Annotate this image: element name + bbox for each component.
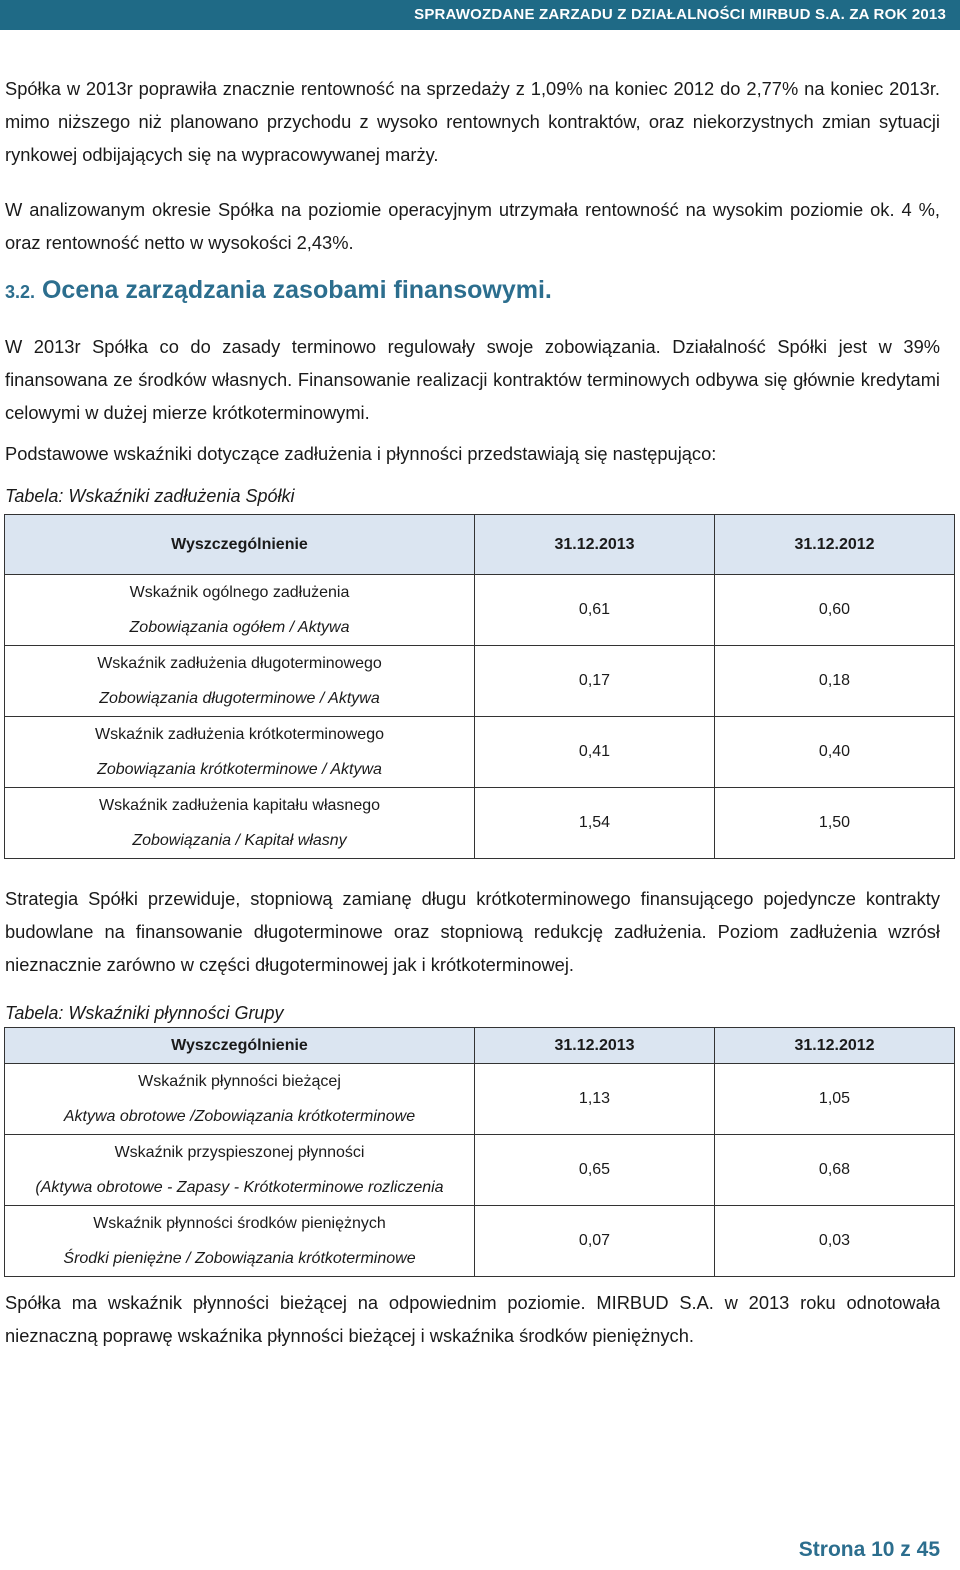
debt-ratios-table bbox=[4, 514, 955, 859]
indicator-formula: (Aktywa obrotowe - Zapasy - Krótkoterminowe rozliczenia bbox=[35, 1179, 444, 1196]
paragraph-indicators-intro: Podstawowe wskaźniki dotyczące zadłużenia i płynności przedstawiają się następująco: bbox=[5, 443, 717, 464]
indicator-cell bbox=[5, 1206, 475, 1277]
indicator-cell bbox=[5, 1135, 475, 1206]
value-2012: 0,18 bbox=[715, 646, 955, 717]
table-row bbox=[5, 1135, 955, 1206]
table1-caption: Tabela: Wskaźniki zadłużenia Spółki bbox=[5, 486, 295, 506]
indicator-formula: Środki pieniężne / Zobowiązania krótkoterminowe bbox=[63, 1250, 416, 1267]
table-header-row bbox=[5, 1028, 955, 1064]
header-cell: Wyszczególnienie bbox=[5, 1028, 475, 1064]
value-2012: 0,68 bbox=[715, 1135, 955, 1206]
page-number: Strona 10 z 45 bbox=[798, 1538, 940, 1561]
value-2013: 0,65 bbox=[475, 1135, 715, 1206]
indicator-formula: Zobowiązania krótkoterminowe / Aktywa bbox=[97, 761, 382, 778]
table-row bbox=[5, 646, 955, 717]
liquidity-ratios-table bbox=[4, 1027, 955, 1277]
value-2013: 0,07 bbox=[475, 1206, 715, 1277]
table-row bbox=[5, 788, 955, 859]
value-2013: 1,13 bbox=[475, 1064, 715, 1135]
value-2013: 1,54 bbox=[475, 788, 715, 859]
indicator-cell bbox=[5, 646, 475, 717]
indicator-label: Wskaźnik zadłużenia długoterminowego bbox=[97, 655, 382, 672]
indicator-cell bbox=[5, 575, 475, 646]
table2-caption: Tabela: Wskaźniki płynności Grupy bbox=[5, 1003, 284, 1023]
table-header-row bbox=[5, 515, 955, 575]
indicator-cell bbox=[5, 788, 475, 859]
indicator-label: Wskaźnik płynności bieżącej bbox=[138, 1073, 341, 1090]
paragraph-strategy: Strategia Spółki przewiduje, stopniową zamianę długu krótkoterminowego finansującego pojedyncze kontrakty budowlane na finansowanie długoterminowe oraz stopniową redukcję zadłużenia. Poziom zadłużenia wzrósł nieznacznie zarówno w części długoterminowej jak i krótkoterminowej. bbox=[5, 888, 940, 975]
paragraph-financing: W 2013r Spółka co do zasady terminowo regulowały swoje zobowiązania. Działalność Spółki jest w 39% finansowana ze środków własnych. Finansowanie realizacji kontraktów terminowych odbywa się głównie kredytami celowymi w dużej mierze krótkoterminowymi. bbox=[5, 336, 940, 423]
indicator-cell bbox=[5, 1064, 475, 1135]
value-2013: 0,17 bbox=[475, 646, 715, 717]
table-row bbox=[5, 717, 955, 788]
value-2013: 0,41 bbox=[475, 717, 715, 788]
paragraph-liquidity-summary: Spółka ma wskaźnik płynności bieżącej na odpowiednim poziomie. MIRBUD S.A. w 2013 roku odnotowała nieznaczną poprawę wskaźnika płynności bieżącej i wskaźnika środków pieniężnych. bbox=[5, 1292, 940, 1346]
value-2012: 0,40 bbox=[715, 717, 955, 788]
indicator-cell bbox=[5, 717, 475, 788]
table-row bbox=[5, 575, 955, 646]
indicator-label: Wskaźnik zadłużenia krótkoterminowego bbox=[94, 726, 384, 743]
value-2012: 1,05 bbox=[715, 1064, 955, 1135]
value-2012: 0,60 bbox=[715, 575, 955, 646]
indicator-label: Wskaźnik ogólnego zadłużenia bbox=[129, 584, 350, 601]
section-number: 3.2. bbox=[5, 282, 36, 302]
section-title: Ocena zarządzania zasobami finansowymi. bbox=[41, 276, 552, 304]
header-cell: 31.12.2013 bbox=[475, 515, 715, 575]
table-row bbox=[5, 1206, 955, 1277]
header-cell: Wyszczególnienie bbox=[5, 515, 475, 575]
indicator-label: Wskaźnik płynności środków pieniężnych bbox=[93, 1215, 386, 1232]
header-cell: 31.12.2012 bbox=[715, 1028, 955, 1064]
indicator-label: Wskaźnik przyspieszonej płynności bbox=[114, 1144, 365, 1161]
paragraph-profitability: Spółka w 2013r poprawiła znacznie rentowność na sprzedaży z 1,09% na koniec 2012 do 2,77% na koniec 2013r. mimo niższego niż planowano przychodu z wysoko rentownych kontraktów, oraz niekorzystnych zmian sytuacji rynkowej odbijających się na wypracowywanej marży. bbox=[5, 78, 940, 165]
indicator-formula: Zobowiązania ogółem / Aktywa bbox=[129, 619, 350, 636]
table-row bbox=[5, 1064, 955, 1135]
indicator-formula: Zobowiązania długoterminowe / Aktywa bbox=[99, 690, 380, 707]
value-2012: 0,03 bbox=[715, 1206, 955, 1277]
indicator-label: Wskaźnik zadłużenia kapitału własnego bbox=[98, 797, 381, 814]
indicator-formula: Aktywa obrotowe /Zobowiązania krótkoterminowe bbox=[63, 1108, 416, 1125]
value-2012: 1,50 bbox=[715, 788, 955, 859]
header-cell: 31.12.2013 bbox=[475, 1028, 715, 1064]
value-2013: 0,61 bbox=[475, 575, 715, 646]
section-heading bbox=[5, 272, 552, 310]
header-title: SPRAWOZDANE ZARZADU Z DZIAŁALNOŚCI MIRBUD S.A. ZA ROK 2013 bbox=[414, 6, 946, 23]
paragraph-operating-margin: W analizowanym okresie Spółka na poziomie operacyjnym utrzymała rentowność na wysokim poziomie ok. 4 %, oraz rentowność netto w wysokości 2,43%. bbox=[5, 199, 940, 253]
header-bar bbox=[0, 0, 960, 30]
header-cell: 31.12.2012 bbox=[715, 515, 955, 575]
indicator-formula: Zobowiązania / Kapitał własny bbox=[132, 832, 347, 849]
